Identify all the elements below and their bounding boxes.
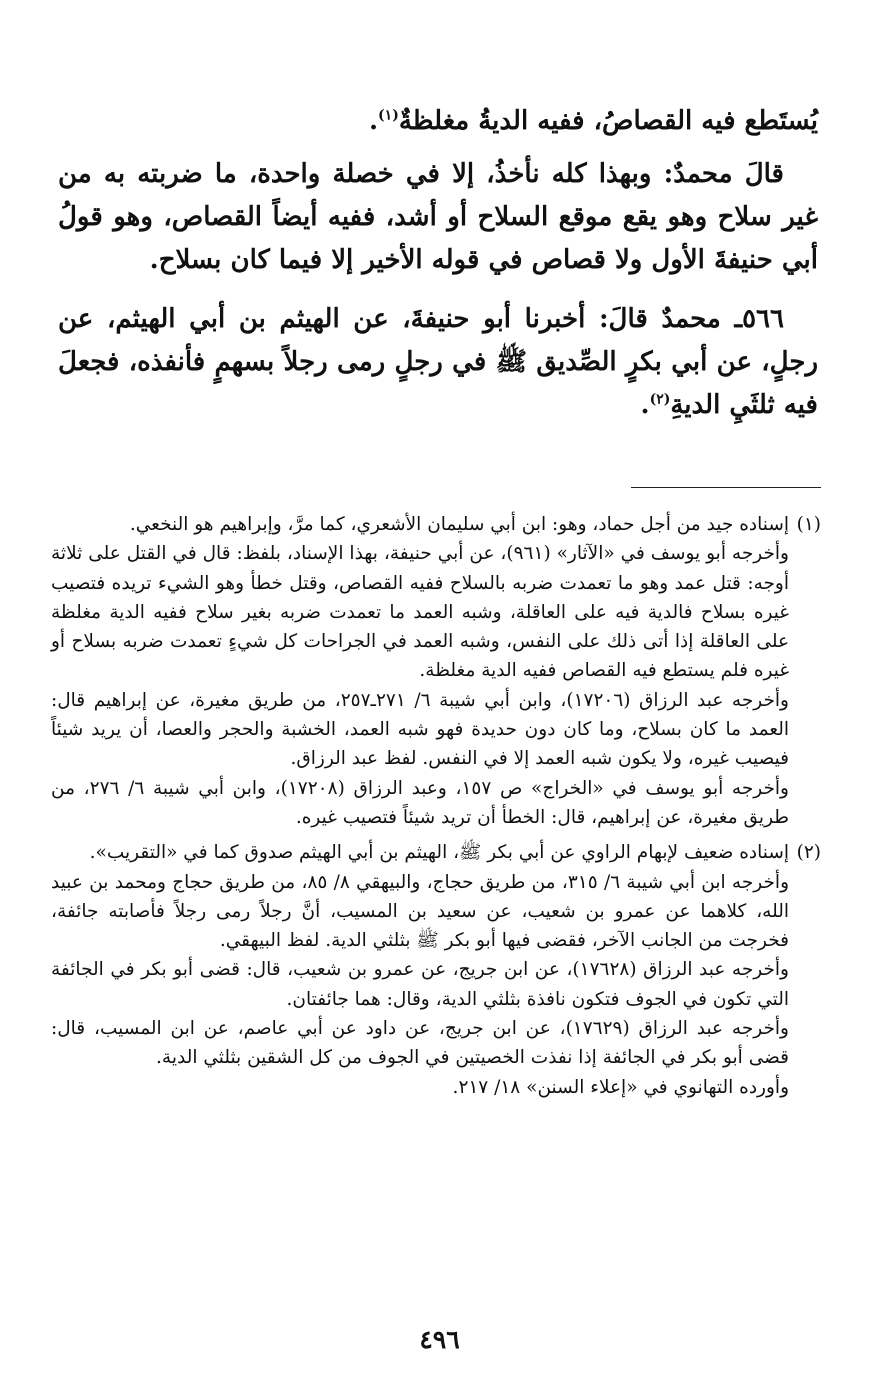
footnote-1-number: (١): [796, 514, 821, 535]
footnote-ref-1[interactable]: (١): [378, 107, 399, 124]
footnote-2-number: (٢): [796, 842, 821, 864]
footnote-1: [51, 510, 821, 539]
footnote-1-paragraph-2: وأخرجه أبو يوسف في «الآثار» (٩٦١)، عن أبي حنيفة، بهذا الإسناد، بلفظ: قال في القتل على ثلاثة أوجه: قتل عمد وهو ما تعمدت ضربه بالسلاح ففيه القصاص، وقتل خطأ وهو الشيء تريده فتصيب غيره بسلاح فالدية فيه على العاقلة، وشبه العمد ما تعمدت ضربه بغير سلاح ففيه الدية مغلظة على العاقلة إذا أتى ذلك على النفس، وشبه العمد في الجراحات كل شيءٍ تعمدت ضربه بسلاح أو غيره فلم يستطع فيه القصاص ففيه الدية مغلظة.: [51, 543, 789, 682]
footnote-1-line-1: إسناده جيد من أجل حماد، وهو: ابن أبي سليمان الأشعري، كما مرَّ، وإبراهيم هو النخعي.: [129, 514, 789, 535]
main-paragraph-3: [58, 298, 818, 427]
paragraph-1-end: .: [368, 106, 379, 136]
main-paragraph-1: [58, 100, 818, 143]
paragraph-3-end: .: [640, 390, 650, 420]
footnote-divider: [631, 487, 821, 488]
footnote-2-paragraph-4: وأخرجه عبد الرزاق (١٧٦٢٩)، عن ابن جريج، عن داود عن أبي عاصم، عن ابن المسيب، قال: قضى أبو بكر في الجائفة إذا نفذت الخصيتين في الجوف من كل الشقين بثلثي الدية.: [51, 1018, 789, 1069]
paragraph-1-text: يُستَطع فيه القصاصُ، ففيه الديةُ مغلظةٌ: [398, 106, 818, 136]
main-paragraph-2: قالَ محمدٌ: وبهذا كله نأخذُ، إلا في خصلة واحدة، ما ضربته به من غير سلاح وهو يقع موقع السلاح أو أشد، ففيه أيضاً القصاص، وهو قولُ أبي حنيفةَ الأول ولا قصاص في قوله الأخير إلا فيما كان بسلاح.: [58, 159, 818, 275]
footnote-2-line-1: إسناده ضعيف لإبهام الراوي عن أبي بكر ﷺ، الهيثم بن أبي الهيثم صدوق كما في «التقريب».: [89, 842, 789, 864]
page-number: ٤٩٦: [419, 1325, 460, 1354]
page-body: [58, 100, 818, 427]
footnote-2-paragraph-5: وأورده التهانوي في «إعلاء السنن» ١٨/ ٢١٧.: [452, 1076, 789, 1098]
footnote-ref-2[interactable]: (٢): [649, 391, 671, 408]
footnotes: [51, 510, 821, 1102]
footnote-2-paragraph-3: وأخرجه عبد الرزاق (١٧٦٢٨)، عن ابن جريج، عن عمرو بن شعيب، قال: قضى أبو بكر في الجائفة التي تكون في الجوف فتكون نافذة بثلثي الدية، وقال: هما جائفتان.: [51, 959, 789, 1010]
footnote-2-paragraph-2: وأخرجه ابن أبي شيبة ٦/ ٣١٥، من طريق حجاج، والبيهقي ٨/ ٨٥، من طريق حجاج ومحمد بن عبيد الله، كلاهما عن عمرو بن شعيب، عن سعيد بن المسيب، أنَّ رجلاً رمى رجلاً فأصابته جائفة، فخرجت من الجانب الآخر، فقضى فيها أبو بكر ﷺ بثلثي الدية. لفظ البيهقي.: [51, 871, 790, 952]
footnote-1-paragraph-3: وأخرجه عبد الرزاق (١٧٢٠٦)، وابن أبي شيبة ٦/ ٢٧١ـ٢٥٧، من طريق مغيرة، عن إبراهيم قال: العمد ما كان بسلاح، وما كان دون حديدة فهو شبه العمد، الخشبة والحجر والعصا، أن يريد شيئاً فيصيب غيره، ولا يكون شبه العمد إلا في النفس. لفظ عبد الرزاق.: [51, 689, 789, 770]
main-text: [58, 100, 818, 427]
footnote-2: [51, 838, 821, 867]
footnote-1-paragraph-4: وأخرجه أبو يوسف في «الخراج» ص ١٥٧، وعبد الرزاق (١٧٢٠٨)، وابن أبي شيبة ٦/ ٢٧٦، من طريق مغيرة، عن إبراهيم، قال: الخطأ أن تريد شيئاً فتصيب غيره.: [51, 777, 789, 828]
paragraph-3-text: ٥٦٦ـ محمدٌ قالَ: أخبرنا أبو حنيفةَ، عن الهيثم بن أبي الهيثم، عن رجلٍ، عن أبي بكرٍ الصِّديق ﷺ في رجلٍ رمى رجلاً بسهمٍ فأنفذه، فجعلَ فيه ثلثَيِ الديةِ: [58, 304, 818, 420]
